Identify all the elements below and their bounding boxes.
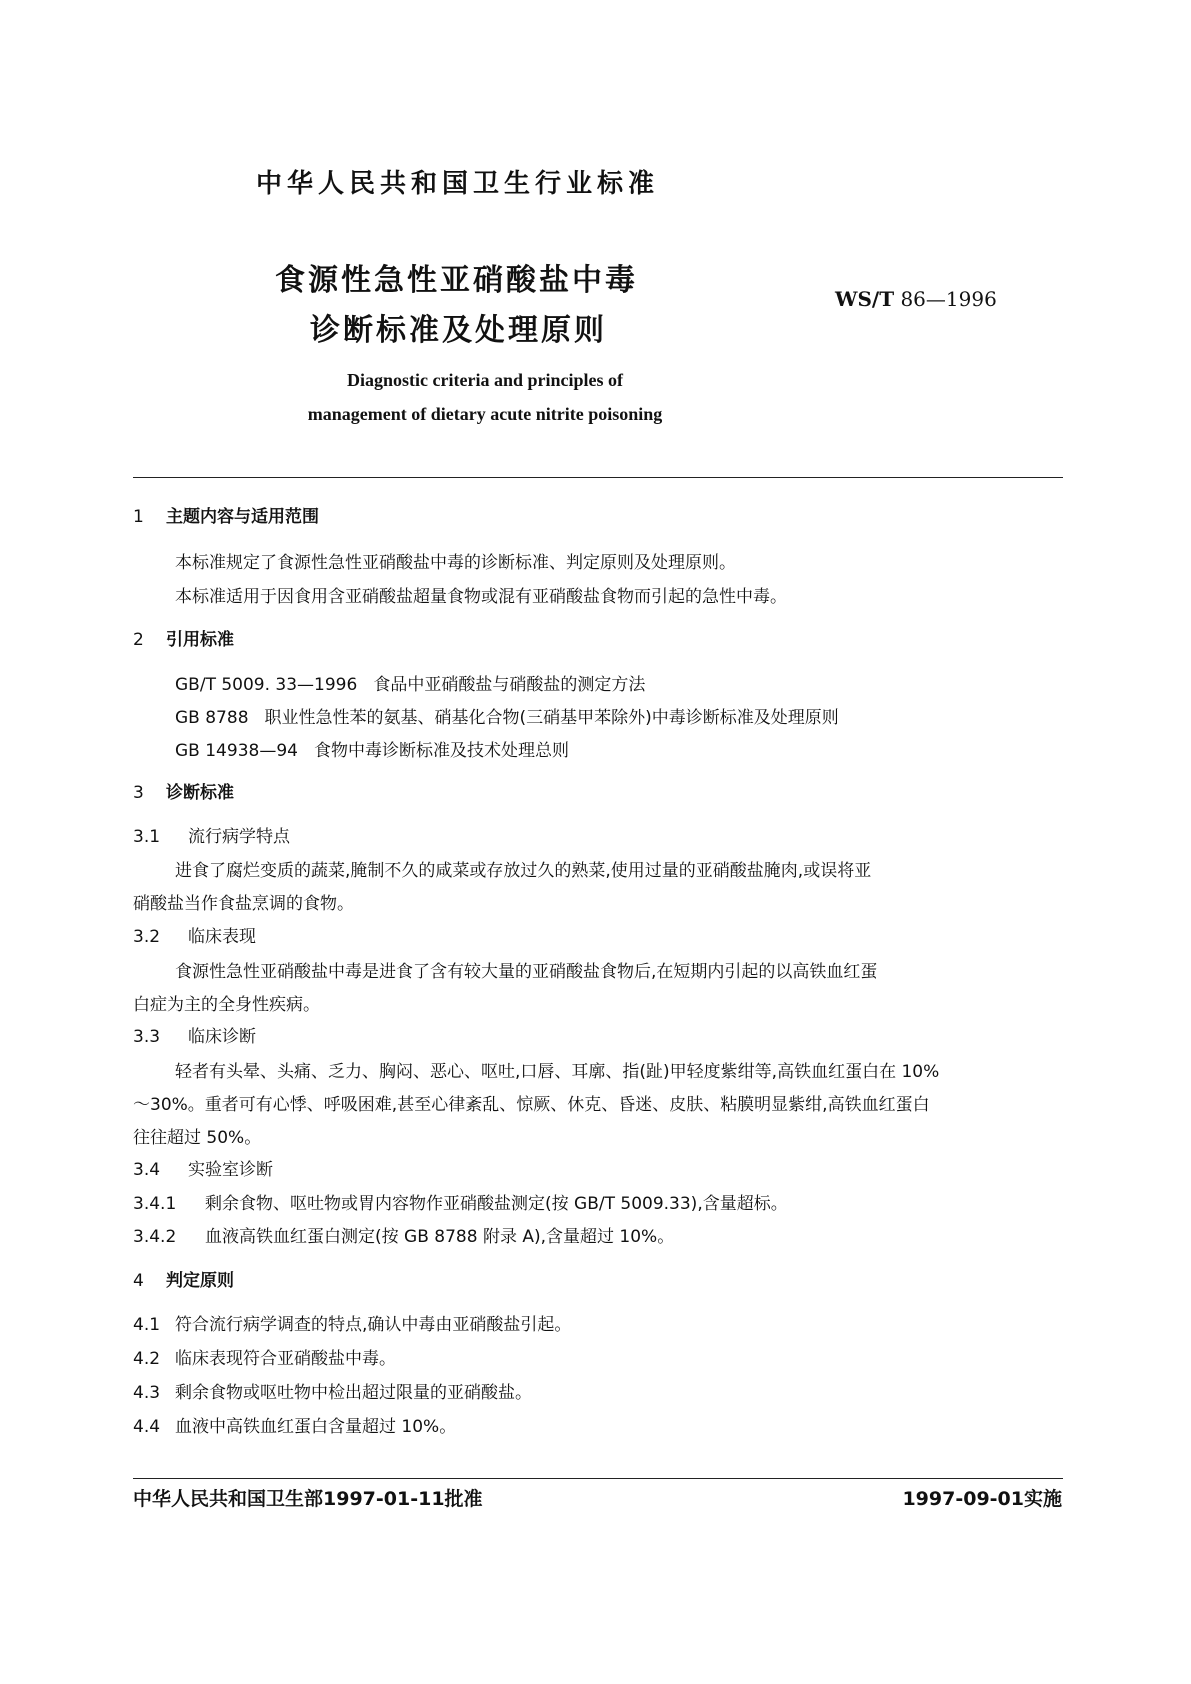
- section-title: 引用标准: [166, 630, 234, 650]
- standard-code: [835, 287, 997, 311]
- criteria-item: [133, 1378, 532, 1403]
- paragraph-line: 食源性急性亚硝酸盐中毒是进食了含有较大量的亚硝酸盐食物后,在短期内引起的以高铁血红蛋: [175, 962, 878, 982]
- paragraph-line: 轻者有头晕、头痛、乏力、胸闷、恶心、呕吐,口唇、耳廓、指(趾)甲轻度紫绀等,高铁血红蛋白在 10%: [175, 1062, 940, 1082]
- reference-code: GB 8788: [175, 708, 249, 728]
- subsection-3-4-heading: [133, 1155, 273, 1180]
- subsection-3-4-2: [133, 1222, 674, 1247]
- subsection-number: 3.3: [133, 1027, 161, 1047]
- subsection-number: 3.4.2: [133, 1227, 177, 1247]
- section-1-heading: [133, 502, 319, 527]
- paragraph: 本标准适用于因食用含亚硝酸盐超量食物或混有亚硝酸盐食物而引起的急性中毒。: [175, 587, 787, 607]
- section-3-heading: [133, 778, 234, 803]
- criteria-text: 血液中高铁血红蛋白含量超过 10%。: [175, 1417, 457, 1437]
- paragraph: 本标准规定了食源性急性亚硝酸盐中毒的诊断标准、判定原则及处理原则。: [175, 553, 736, 573]
- subsection-3-3-heading: [133, 1022, 256, 1047]
- section-number: 3: [133, 783, 144, 803]
- document-title-line-2: 诊断标准及处理原则: [310, 313, 607, 348]
- reference-code: GB/T 5009. 33—1996: [175, 675, 358, 695]
- criteria-item: [133, 1412, 456, 1437]
- subsection-number: 3.4: [133, 1160, 161, 1180]
- criteria-item: [133, 1344, 396, 1369]
- reference-title: 食物中毒诊断标准及技术处理总则: [313, 741, 569, 761]
- section-4-heading: [133, 1266, 234, 1291]
- section-title: 主题内容与适用范围: [166, 507, 319, 527]
- reference-code: GB 14938—94: [175, 741, 298, 761]
- subsection-number: 3.2: [133, 927, 161, 947]
- subsection-title: 临床诊断: [188, 1027, 256, 1047]
- criteria-number: 4.1: [133, 1315, 161, 1335]
- subsection-3-2-heading: [133, 922, 256, 947]
- standard-code-prefix: WS/T: [835, 287, 895, 311]
- paragraph-line: 白症为主的全身性疾病。: [133, 995, 320, 1015]
- subsection-title: 实验室诊断: [188, 1160, 273, 1180]
- standard-code-number: 86—1996: [900, 287, 997, 311]
- subsection-text: 血液高铁血红蛋白测定(按 GB 8788 附录 A),含量超过 10%。: [205, 1227, 675, 1247]
- criteria-text: 剩余食物或呕吐物中检出超过限量的亚硝酸盐。: [175, 1383, 532, 1403]
- section-number: 2: [133, 630, 144, 650]
- section-number: 1: [133, 507, 144, 527]
- document-header: 中华人民共和国卫生行业标准: [256, 169, 660, 199]
- subsection-title: 临床表现: [188, 927, 256, 947]
- subsection-number: 3.1: [133, 827, 161, 847]
- paragraph-line: 往往超过 50%。: [133, 1128, 262, 1148]
- criteria-text: 符合流行病学调查的特点,确认中毒由亚硝酸盐引起。: [175, 1315, 572, 1335]
- criteria-item: [133, 1310, 571, 1335]
- criteria-text: 临床表现符合亚硝酸盐中毒。: [175, 1349, 396, 1369]
- section-title: 判定原则: [166, 1271, 234, 1291]
- approval-statement: 中华人民共和国卫生部1997-01-11批准: [133, 1488, 483, 1510]
- reference-item: [175, 703, 839, 728]
- subsection-title: 流行病学特点: [188, 827, 290, 847]
- criteria-number: 4.3: [133, 1383, 161, 1403]
- criteria-number: 4.2: [133, 1349, 161, 1369]
- english-title-line-1: Diagnostic criteria and principles of: [347, 370, 623, 390]
- reference-title: 食品中亚硝酸盐与硝酸盐的测定方法: [373, 675, 646, 695]
- reference-item: [175, 670, 645, 695]
- subsection-text: 剩余食物、呕吐物或胃内容物作亚硝酸盐测定(按 GB/T 5009.33),含量超标。: [205, 1194, 788, 1214]
- subsection-3-1-heading: [133, 822, 290, 847]
- effective-date: 1997-09-01实施: [902, 1488, 1062, 1510]
- reference-item: [175, 736, 569, 761]
- reference-title: 职业性急性苯的氨基、硝基化合物(三硝基甲苯除外)中毒诊断标准及处理原则: [264, 708, 839, 728]
- subsection-number: 3.4.1: [133, 1194, 177, 1214]
- header-divider: [133, 477, 1063, 478]
- paragraph-line: 进食了腐烂变质的蔬菜,腌制不久的咸菜或存放过久的熟菜,使用过量的亚硝酸盐腌肉,或误将亚: [175, 861, 872, 881]
- section-number: 4: [133, 1271, 144, 1291]
- criteria-number: 4.4: [133, 1417, 161, 1437]
- paragraph-line: ～30%。重者可有心悸、呼吸困难,甚至心律紊乱、惊厥、休克、昏迷、皮肤、粘膜明显紫绀,高铁血红蛋白: [133, 1095, 930, 1115]
- subsection-3-4-1: [133, 1189, 788, 1214]
- document-title-line-1: 食源性急性亚硝酸盐中毒: [275, 263, 638, 298]
- english-title-line-2: management of dietary acute nitrite poisoning: [307, 404, 663, 424]
- footer-divider: [133, 1478, 1063, 1479]
- paragraph-line: 硝酸盐当作食盐烹调的食物。: [133, 894, 354, 914]
- section-title: 诊断标准: [166, 783, 234, 803]
- section-2-heading: [133, 625, 234, 650]
